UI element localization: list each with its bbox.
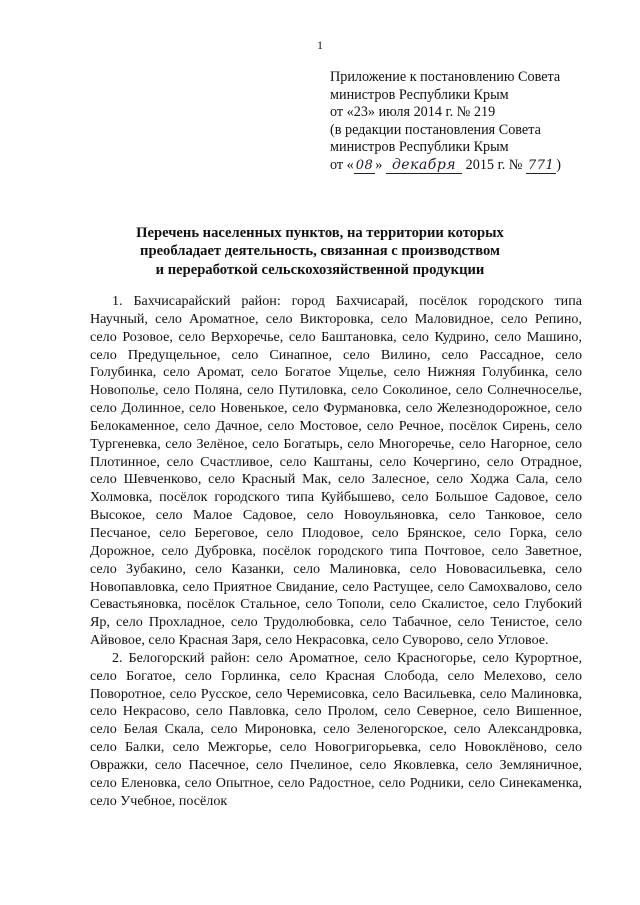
header-amendment-date-line (330, 157, 600, 175)
handwritten-number: 771 (527, 157, 555, 173)
header-year: 2015 г. № (465, 156, 523, 173)
header-line: (в редакции постановления Совета (330, 121, 541, 138)
document-title (60, 224, 580, 279)
header-date-prefix: от « (330, 156, 354, 173)
header-line: министров Республики Крым (330, 139, 509, 156)
title-line: Перечень населенных пунктов, на территории которых (136, 225, 504, 241)
header-line: Приложение к постановлению Совета (330, 69, 561, 85)
document-body (90, 293, 582, 810)
handwritten-day: 08 (355, 157, 374, 173)
handwritten-month: декабря (386, 157, 462, 174)
title-line: преобладает деятельность, связанная с производством (140, 243, 500, 260)
title-line: и переработкой сельскохозяйственной продукции (155, 261, 485, 278)
page-number: 1 (317, 38, 323, 52)
header-close-paren: ) (556, 156, 562, 173)
header-line: от «23» июля 2014 г. № 219 (330, 104, 496, 121)
header-line: министров Республики Крым (330, 86, 509, 103)
paragraph-bakhchisaray-district: 1. Бахчисарайский район: город Бахчисарай, посёлок городского типа Научный, село Ароматное, село Викторовка, село Маловидное, село Репино, село Розовое, село Верхоречье, село Баштановка, село Кудрино, село Машино, село Предущельное, село Синапное, село Вилино, село Рассадное, село Голубинка, село Аромат, село Богатое Ущелье, село Нижняя Голубинка, село Новополье, село Поляна, село Путиловка, село Соколиное, село Солнечноселье, село Долинное, село Новенькое, село Фурмановка, село Железнодорожное, село Белокаменное, село Дачное, село Мостовое, село Речное, посёлок Сирень, село Тургеневка, село Зелёное, село Богатырь, село Многоречье, село Нагорное, село Плотинное, село Счастливое, село Каштаны, село Кочергино, село Отрадное, село Шевченково, село Красный Мак, село Залесное, село Ходжа Сала, село Холмовка, посёлок городского типа Куйбышево, село Большое Садовое, село Высокое, село Малое Садовое, село Новоульяновка, село Танковое, село Песчаное, село Береговое, село Плодовое, село Брянское, село Горка, село Дорожное, село Дубровка, посёлок городского типа Почтовое, село Заветное, село Зубакино, село Казанки, село Малиновка, село Нововасильевка, село Новопавловка, село Приятное Свидание, село Растущее, село Самохвалово, село Севастьяновка, посёлок Стальное, село Тополи, село Скалистое, село Глубокий Яр, село Прохладное, село Трудолюбовка, село Табачное, село Тенистое, село Айвовое, село Красная Заря, село Некрасовка, село Суворово, село Угловое. (90, 293, 582, 649)
paragraph-belogorsk-district: 2. Белогорский район: село Ароматное, село Красногорье, село Курортное, село Богатое, село Горлинка, село Красная Слобода, село Мелехово, село Поворотное, село Русское, село Черемисовка, село Васильевка, село Малиновка, село Некрасово, село Павловка, село Пролом, село Северное, село Вишенное, село Белая Скала, село Мироновка, село Зеленогорское, село Александровка, село Балки, село Межгорье, село Новогригорьевка, село Новоклёново, село Овражки, село Пасечное, село Пчелиное, село Яковлевка, село Земляничное, село Еленовка, село Опытное, село Радостное, село Родники, село Синекаменка, село Учебное, посёлок (90, 649, 582, 809)
document-header (330, 69, 600, 175)
header-date-quote: » (375, 156, 383, 173)
